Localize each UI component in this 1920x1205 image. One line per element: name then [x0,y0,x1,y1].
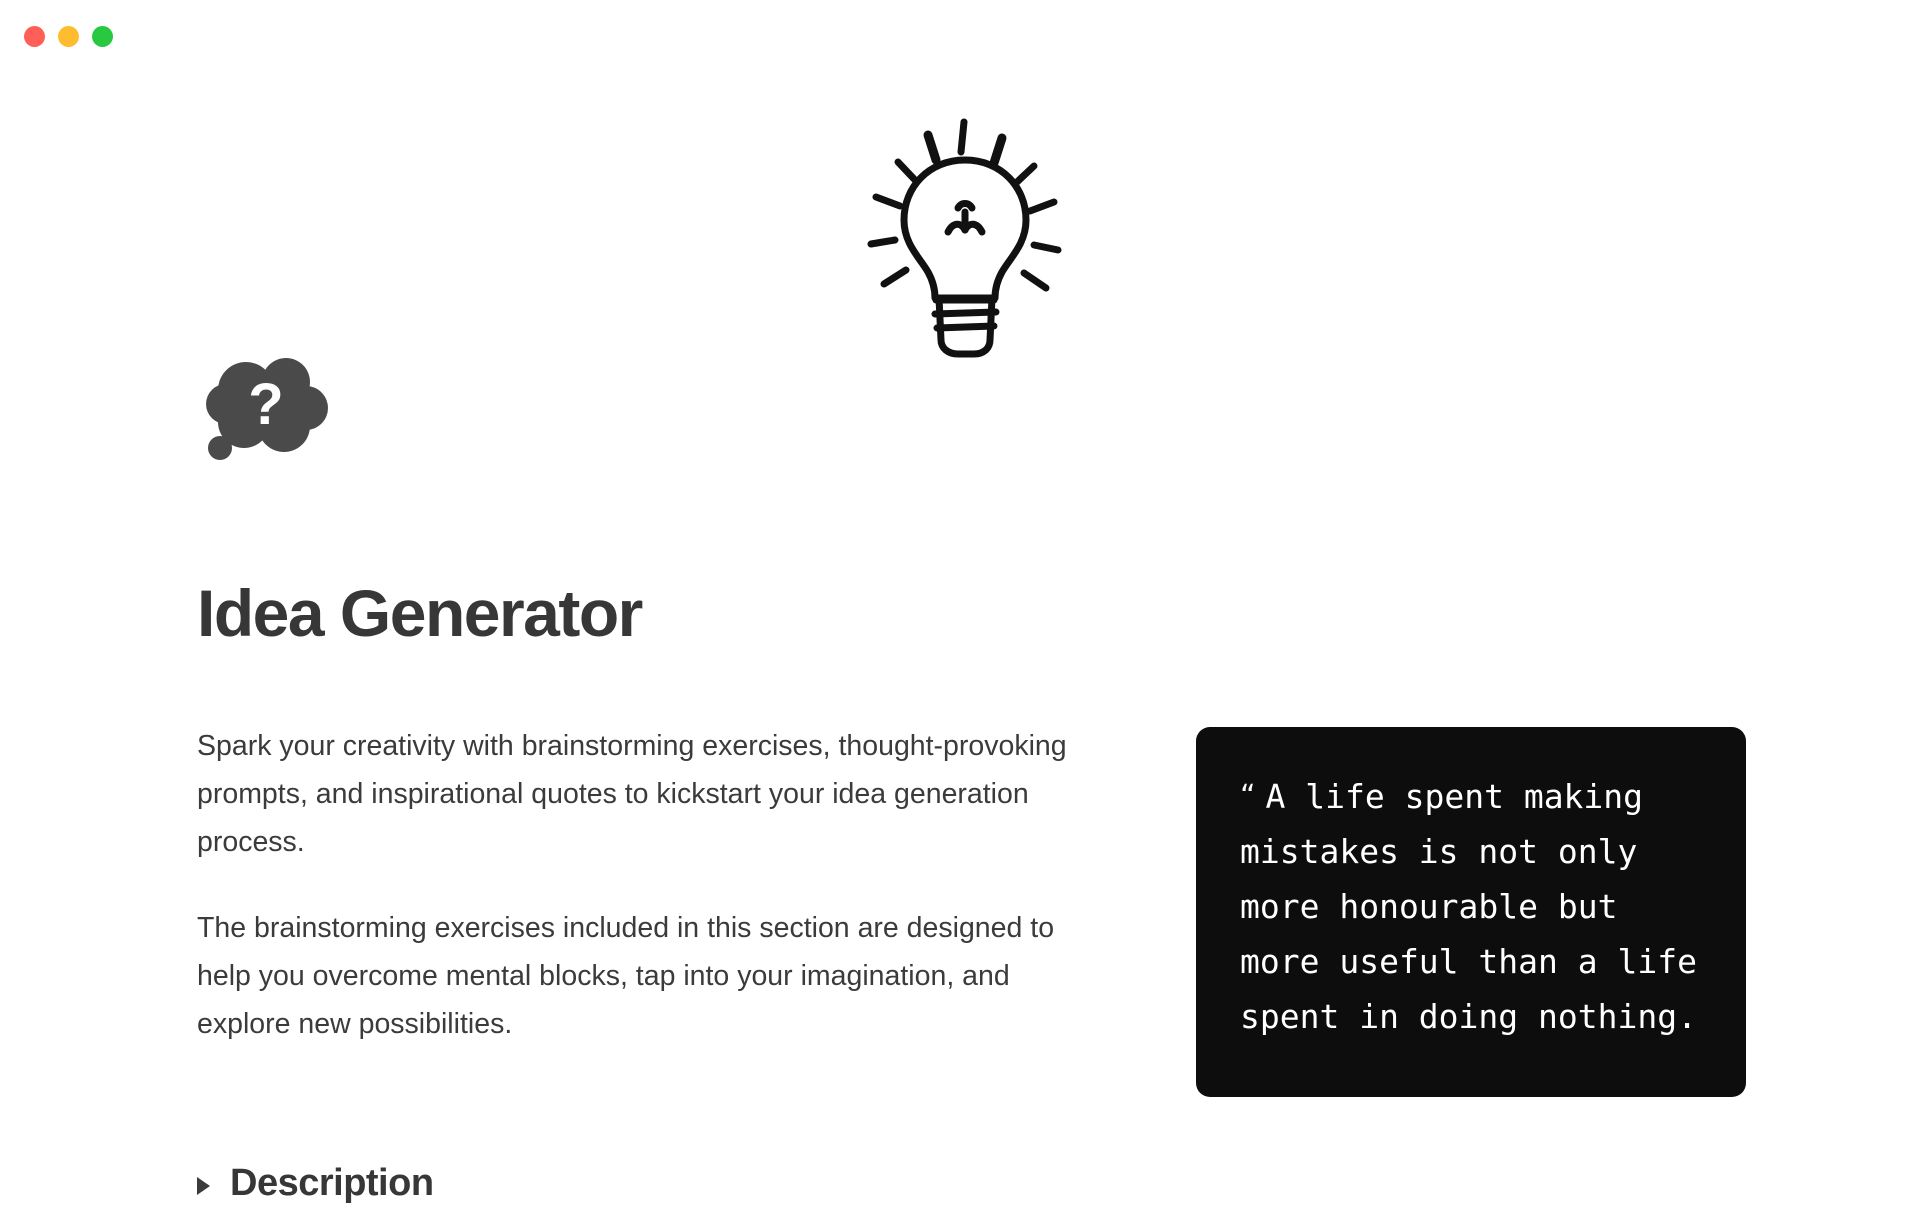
thought-bubble-question-icon [200,352,340,482]
page-title: Idea Generator [197,576,642,650]
svg-text:?: ? [248,372,284,437]
close-window-button[interactable] [24,26,45,47]
description-disclosure-toggle[interactable] [197,1162,434,1205]
description-text-column [197,722,1097,1048]
quote-mark-icon: “ [1240,779,1256,814]
quote-text: A life spent making mistakes is not only more honourable but more useful than a life spent in doing nothing. [1240,777,1717,1036]
chevron-right-icon[interactable] [197,1177,210,1195]
maximize-window-button[interactable] [92,26,113,47]
lightbulb-icon [840,102,1090,362]
quote-text-wrapper [1240,769,1717,1044]
detail-paragraph: The brainstorming exercises included in this section are designed to help you overcome mental blocks, tap into your imagination, and explore new possibilities. [197,912,1055,1040]
minimize-window-button[interactable] [58,26,79,47]
intro-paragraph: Spark your creativity with brainstorming exercises, thought-provoking prompts, and inspirational quotes to kickstart your idea generation process. [197,730,1067,858]
quote-card [1196,727,1746,1097]
page-content [0,72,1920,1204]
description-section-label: Description [230,1162,434,1204]
window-controls [24,26,113,47]
window-titlebar [0,0,1920,72]
